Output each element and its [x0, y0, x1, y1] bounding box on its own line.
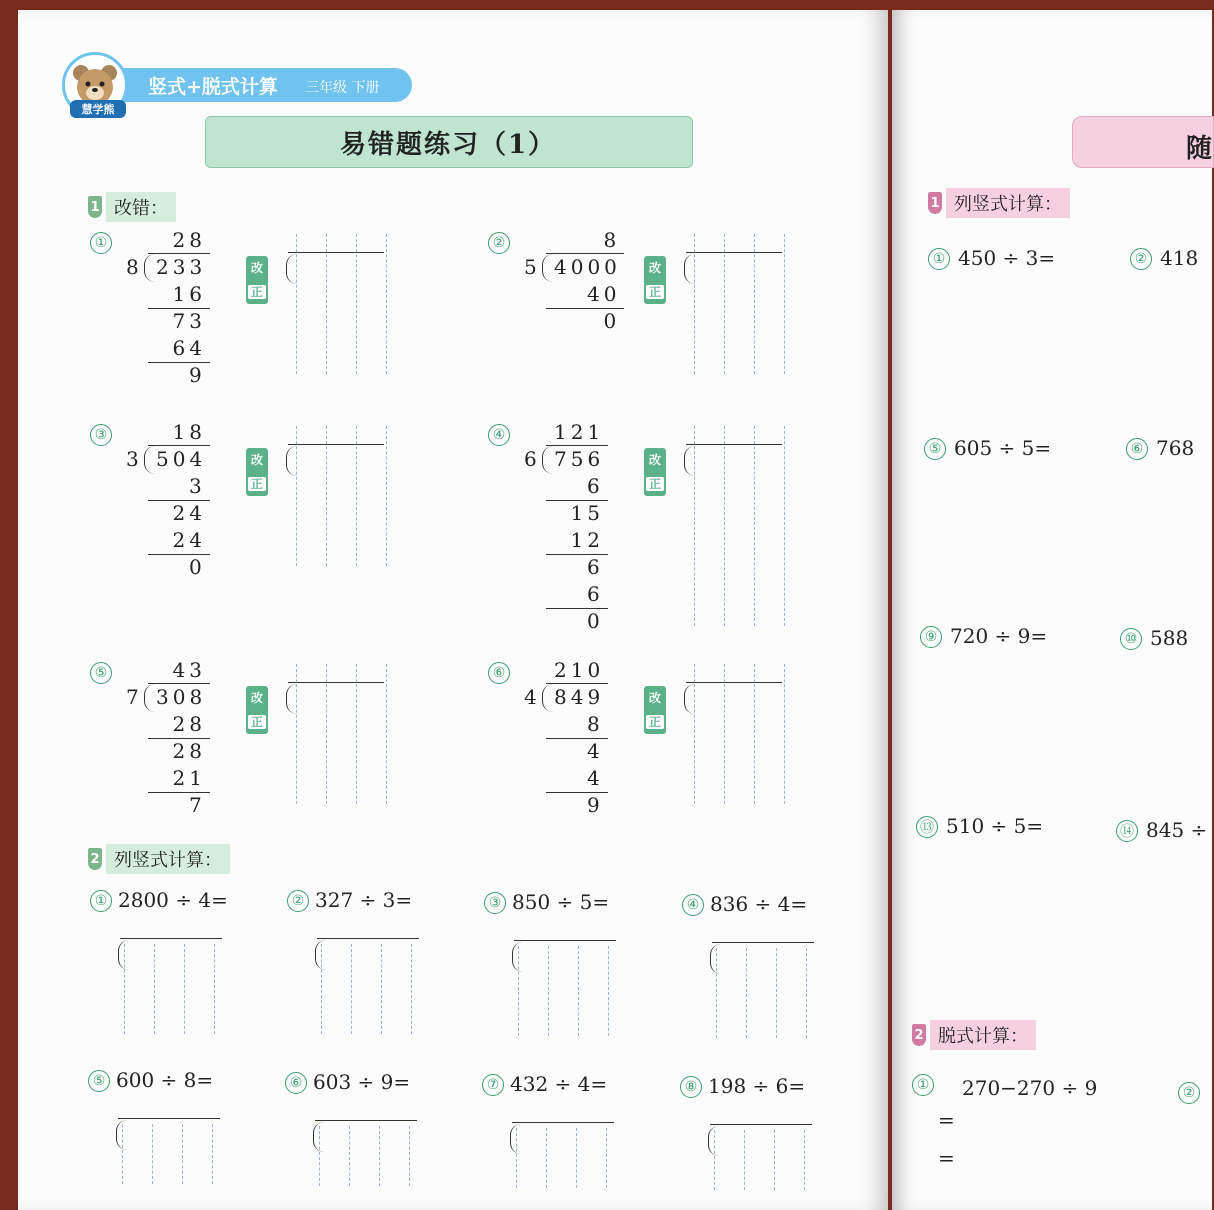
step-value: 16 — [172, 282, 206, 306]
division-bracket — [144, 684, 155, 712]
quotient: 28 — [172, 228, 206, 252]
grid-guide — [694, 426, 695, 626]
division-expression: 432 ÷ 4= — [510, 1072, 608, 1096]
fix-badge-top: 改 — [648, 691, 661, 705]
division-expression: 720 ÷ 9= — [950, 624, 1048, 648]
division-expression: 603 ÷ 9= — [313, 1070, 411, 1094]
grid-guide — [124, 944, 125, 1034]
grid-guide — [724, 664, 725, 804]
problem-number: ⑨ — [920, 626, 942, 648]
grid-guide — [386, 664, 387, 804]
grid-guide — [744, 1130, 745, 1190]
section1-number: 1 — [88, 196, 102, 218]
fix-badge-bottom: 正 — [646, 715, 664, 729]
step-value: 24 — [172, 528, 206, 552]
right-page-title: 随 — [1186, 134, 1213, 164]
grid-guide — [518, 946, 519, 1036]
problem-number: ① — [928, 248, 950, 270]
grid-guide — [724, 234, 725, 374]
quotient: 43 — [172, 658, 206, 682]
division-bracket — [144, 254, 155, 282]
division-bar — [148, 445, 210, 446]
divisor: 4 — [524, 685, 541, 709]
grid-guide — [356, 426, 357, 566]
problem-number: ⑤ — [924, 438, 946, 460]
step-value: 8 — [587, 712, 604, 736]
section2-number: 2 — [88, 848, 102, 870]
grid-guide — [356, 664, 357, 804]
step-value: 3 — [189, 474, 206, 498]
brand-logo: 慧学熊 — [70, 100, 126, 118]
step-value: 9 — [587, 793, 604, 817]
problem-number: ② — [287, 890, 309, 912]
grid-guide — [409, 1126, 410, 1186]
grid-guide — [784, 664, 785, 804]
division-bar — [546, 253, 624, 254]
problem-number: ⑬ — [916, 816, 938, 838]
division-bar — [148, 253, 210, 254]
grid-guide — [182, 1124, 183, 1184]
right-section2-heading — [912, 1022, 1036, 1048]
divisor: 5 — [524, 255, 541, 279]
division-expression: 327 ÷ 3= — [315, 888, 413, 912]
grid-guide — [319, 1126, 320, 1186]
problem-number: ⑦ — [482, 1074, 504, 1096]
right-step-calc-eq1: = — [938, 1108, 955, 1132]
grid-guide — [694, 664, 695, 804]
grid-guide — [546, 1128, 547, 1188]
right-section1-label: 列竖式计算： — [946, 188, 1070, 218]
division-expression: 845 ÷ — [1146, 818, 1208, 842]
divisor: 7 — [126, 685, 143, 709]
right-section1-heading — [928, 190, 1070, 216]
grid-guide — [754, 234, 755, 374]
grid-guide — [214, 944, 215, 1034]
fix-badge-icon — [644, 448, 666, 496]
step-value: 73 — [172, 309, 206, 333]
quotient: 121 — [554, 420, 605, 444]
grid-guide — [296, 426, 297, 566]
fix-badge-bottom: 正 — [646, 477, 664, 491]
step-value: 0 — [189, 555, 206, 579]
problem-number: ④ — [682, 894, 704, 916]
blank-bar — [315, 1120, 417, 1121]
left-page — [18, 10, 888, 1210]
header-grade: 三年级 下册 — [305, 80, 380, 96]
page-title: 易错题练习（1） — [339, 130, 557, 160]
problem-number: ② — [1130, 248, 1152, 270]
division-expression: 605 ÷ 5= — [954, 436, 1052, 460]
quotient: 18 — [172, 420, 206, 444]
division-expression: 198 ÷ 6= — [708, 1074, 806, 1098]
division-expression: 768 — [1156, 436, 1195, 460]
division-bracket — [144, 446, 155, 474]
step-value: 12 — [570, 528, 604, 552]
step-value: 24 — [172, 501, 206, 525]
step-value: 40 — [587, 282, 621, 306]
grid-guide — [608, 946, 609, 1036]
grid-guide — [754, 664, 755, 804]
grid-guide — [326, 426, 327, 566]
grid-guide — [516, 1128, 517, 1188]
section1-heading — [88, 194, 176, 220]
fix-badge-top: 改 — [250, 453, 263, 467]
division-bracket — [542, 254, 553, 282]
fix-badge-top: 改 — [648, 453, 661, 467]
step-value: 6 — [587, 555, 604, 579]
grid-guide — [606, 1128, 607, 1188]
fix-badge-bottom: 正 — [248, 285, 266, 299]
grid-guide — [349, 1126, 350, 1186]
fix-badge-top: 改 — [250, 691, 263, 705]
problem-number: ⑭ — [1116, 820, 1138, 842]
grid-guide — [351, 944, 352, 1034]
dividend: 756 — [554, 447, 605, 471]
grid-guide — [548, 946, 549, 1036]
fix-badge-icon — [246, 686, 268, 734]
grid-guide — [804, 1130, 805, 1190]
grid-guide — [694, 234, 695, 374]
division-bar — [148, 683, 210, 684]
grid-guide — [379, 1126, 380, 1186]
blank-bar — [514, 940, 616, 941]
dividend: 4000 — [554, 255, 621, 279]
blank-bar — [710, 1124, 812, 1125]
grid-guide — [296, 664, 297, 804]
fix-badge-bottom: 正 — [248, 715, 266, 729]
quotient: 8 — [603, 228, 621, 252]
grid-guide — [212, 1124, 213, 1184]
section2-label: 列竖式计算： — [106, 844, 230, 874]
grid-guide — [784, 234, 785, 374]
grid-guide — [184, 944, 185, 1034]
problem-number: ⑥ — [285, 1072, 307, 1094]
division-expression: 418 — [1160, 246, 1199, 270]
division-expression: 2800 ÷ 4= — [118, 888, 228, 912]
header-title: 竖式+脱式计算 — [148, 76, 278, 98]
dividend: 308 — [156, 685, 207, 709]
division-expression: 588 — [1150, 626, 1189, 650]
blank-bar — [712, 942, 814, 943]
division-expression: 836 ÷ 4= — [710, 892, 808, 916]
division-expression: 450 ÷ 3= — [958, 246, 1056, 270]
division-bar — [546, 445, 608, 446]
step-value: 6 — [587, 582, 604, 606]
grid-guide — [326, 234, 327, 374]
grid-guide — [152, 1124, 153, 1184]
right-step-calc-expr: 270−270 ÷ 9 — [962, 1076, 1098, 1100]
step-value: 28 — [172, 712, 206, 736]
divisor: 6 — [524, 447, 541, 471]
blank-bar — [512, 1122, 614, 1123]
problem-number: ① — [90, 890, 112, 912]
grid-guide — [386, 234, 387, 374]
grid-guide — [296, 234, 297, 374]
division-expression: 600 ÷ 8= — [116, 1068, 214, 1092]
dividend: 849 — [554, 685, 605, 709]
problem-number: ⑥ — [488, 662, 510, 684]
grid-guide — [578, 946, 579, 1036]
fix-badge-icon — [644, 256, 666, 304]
grid-guide — [386, 426, 387, 566]
right-step-calc-next-number: ② — [1178, 1082, 1200, 1104]
quotient: 210 — [554, 658, 605, 682]
grid-guide — [774, 1130, 775, 1190]
grid-guide — [321, 944, 322, 1034]
fix-badge-bottom: 正 — [248, 477, 266, 491]
grid-guide — [326, 664, 327, 804]
grid-guide — [356, 234, 357, 374]
fix-badge-top: 改 — [250, 261, 263, 275]
blank-bar — [120, 938, 222, 939]
divisor: 8 — [126, 255, 143, 279]
dividend: 233 — [156, 255, 207, 279]
division-bracket — [542, 446, 553, 474]
problem-number: ⑤ — [88, 1070, 110, 1092]
grid-guide — [754, 426, 755, 626]
division-expression: 510 ÷ 5= — [946, 814, 1044, 838]
problem-number: ④ — [488, 424, 510, 446]
problem-number: ② — [488, 232, 510, 254]
step-value: 28 — [172, 739, 206, 763]
blank-bar — [288, 444, 384, 445]
step-value: 7 — [189, 793, 206, 817]
dividend: 504 — [156, 447, 207, 471]
blank-bar — [288, 252, 384, 253]
divisor: 3 — [126, 447, 143, 471]
right-section2-label: 脱式计算： — [930, 1020, 1036, 1050]
right-step-calc-number: ① — [912, 1074, 934, 1096]
fix-badge-top: 改 — [648, 261, 661, 275]
grid-guide — [122, 1124, 123, 1184]
blank-bar — [686, 252, 782, 253]
grid-guide — [714, 1130, 715, 1190]
grid-guide — [784, 426, 785, 626]
section1-label: 改错： — [106, 192, 176, 222]
fix-badge-icon — [246, 256, 268, 304]
step-value: 0 — [587, 609, 604, 633]
problem-number: ③ — [484, 892, 506, 914]
problem-number: ⑧ — [680, 1076, 702, 1098]
division-bar — [546, 683, 608, 684]
step-value: 21 — [172, 766, 206, 790]
section2-heading — [88, 846, 230, 872]
step-value: 15 — [570, 501, 604, 525]
right-section2-number: 2 — [912, 1024, 926, 1046]
grid-guide — [716, 948, 717, 1038]
right-step-calc-eq2: = — [938, 1146, 955, 1170]
blank-bar — [288, 682, 384, 683]
grid-guide — [776, 948, 777, 1038]
fix-badge-bottom: 正 — [646, 285, 664, 299]
problem-number: ③ — [90, 424, 112, 446]
grid-guide — [576, 1128, 577, 1188]
grid-guide — [411, 944, 412, 1034]
fix-badge-icon — [246, 448, 268, 496]
grid-guide — [154, 944, 155, 1034]
blank-bar — [686, 682, 782, 683]
grid-guide — [806, 948, 807, 1038]
blank-bar — [118, 1118, 220, 1119]
step-value: 4 — [587, 739, 604, 763]
step-value: 64 — [172, 336, 206, 360]
step-value: 4 — [587, 766, 604, 790]
problem-number: ⑤ — [90, 662, 112, 684]
blank-bar — [686, 444, 782, 445]
problem-number: ⑩ — [1120, 628, 1142, 650]
fix-badge-icon — [644, 686, 666, 734]
grid-guide — [746, 948, 747, 1038]
grid-guide — [381, 944, 382, 1034]
division-bracket — [542, 684, 553, 712]
step-value: 6 — [587, 474, 604, 498]
division-expression: 850 ÷ 5= — [512, 890, 610, 914]
grid-guide — [724, 426, 725, 626]
problem-number: ① — [90, 232, 112, 254]
right-section1-number: 1 — [928, 192, 942, 214]
step-value: 9 — [189, 363, 206, 387]
problem-number: ⑥ — [1126, 438, 1148, 460]
step-value: 0 — [603, 309, 621, 333]
blank-bar — [317, 938, 419, 939]
